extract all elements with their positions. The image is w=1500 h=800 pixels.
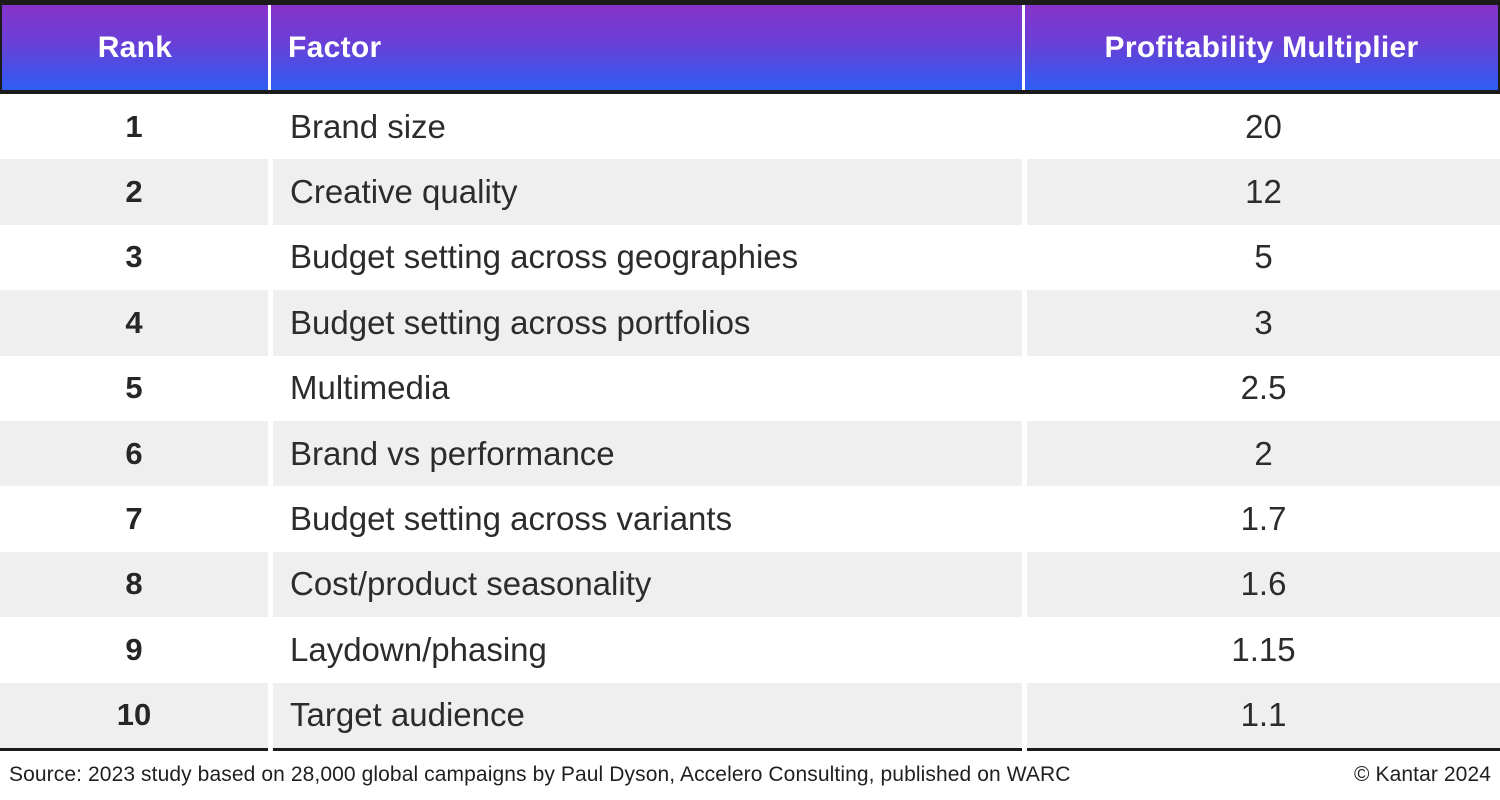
multiplier-cell: 1.15	[1022, 617, 1500, 682]
factor-cell: Brand size	[268, 94, 1022, 159]
table-row	[0, 683, 1500, 748]
rank-cell: 9	[125, 631, 143, 667]
multiplier-cell: 1.1	[1022, 683, 1500, 748]
rank-cell: 10	[116, 697, 152, 733]
rank-cell: 6	[125, 435, 143, 471]
multiplier-cell: 1.7	[1022, 486, 1500, 551]
multiplier-cell: 20	[1022, 94, 1500, 159]
factor-cell: Laydown/phasing	[268, 617, 1022, 682]
rank-cell: 4	[125, 304, 143, 340]
multiplier-cell: 12	[1022, 159, 1500, 224]
column-header-factor: Factor	[268, 5, 1022, 90]
table-row	[0, 225, 1500, 290]
table-row	[0, 159, 1500, 224]
rank-cell: 3	[125, 239, 143, 275]
rank-cell: 2	[125, 174, 143, 210]
copyright-notice: © Kantar 2024	[1353, 763, 1491, 787]
rank-cell: 5	[125, 370, 143, 406]
factor-cell: Cost/product seasonality	[268, 552, 1022, 617]
multiplier-cell: 2	[1022, 421, 1500, 486]
table-header-row	[0, 0, 1500, 94]
source-note: Source: 2023 study based on 28,000 global campaigns by Paul Dyson, Accelero Consulting, published on WARC	[9, 763, 1071, 787]
multiplier-cell: 5	[1022, 225, 1500, 290]
table-row	[0, 290, 1500, 355]
multiplier-cell: 1.6	[1022, 552, 1500, 617]
rank-cell: 1	[125, 108, 143, 144]
factor-cell: Brand vs performance	[268, 421, 1022, 486]
table-row	[0, 421, 1500, 486]
factor-cell: Creative quality	[268, 159, 1022, 224]
factor-cell: Budget setting across variants	[268, 486, 1022, 551]
column-header-multiplier: Profitability Multiplier	[1022, 5, 1498, 90]
table-row	[0, 486, 1500, 551]
table-row	[0, 356, 1500, 421]
table-row	[0, 94, 1500, 159]
factor-cell: Multimedia	[268, 356, 1022, 421]
factor-cell: Budget setting across geographies	[268, 225, 1022, 290]
multiplier-cell: 3	[1022, 290, 1500, 355]
factor-cell: Target audience	[268, 683, 1022, 748]
rank-cell: 8	[125, 566, 143, 602]
rank-cell: 7	[125, 501, 143, 537]
column-header-rank: Rank	[97, 30, 173, 64]
table-row	[0, 617, 1500, 682]
table-footer	[0, 751, 1500, 800]
table-row	[0, 552, 1500, 617]
multiplier-cell: 2.5	[1022, 356, 1500, 421]
factor-cell: Budget setting across portfolios	[268, 290, 1022, 355]
